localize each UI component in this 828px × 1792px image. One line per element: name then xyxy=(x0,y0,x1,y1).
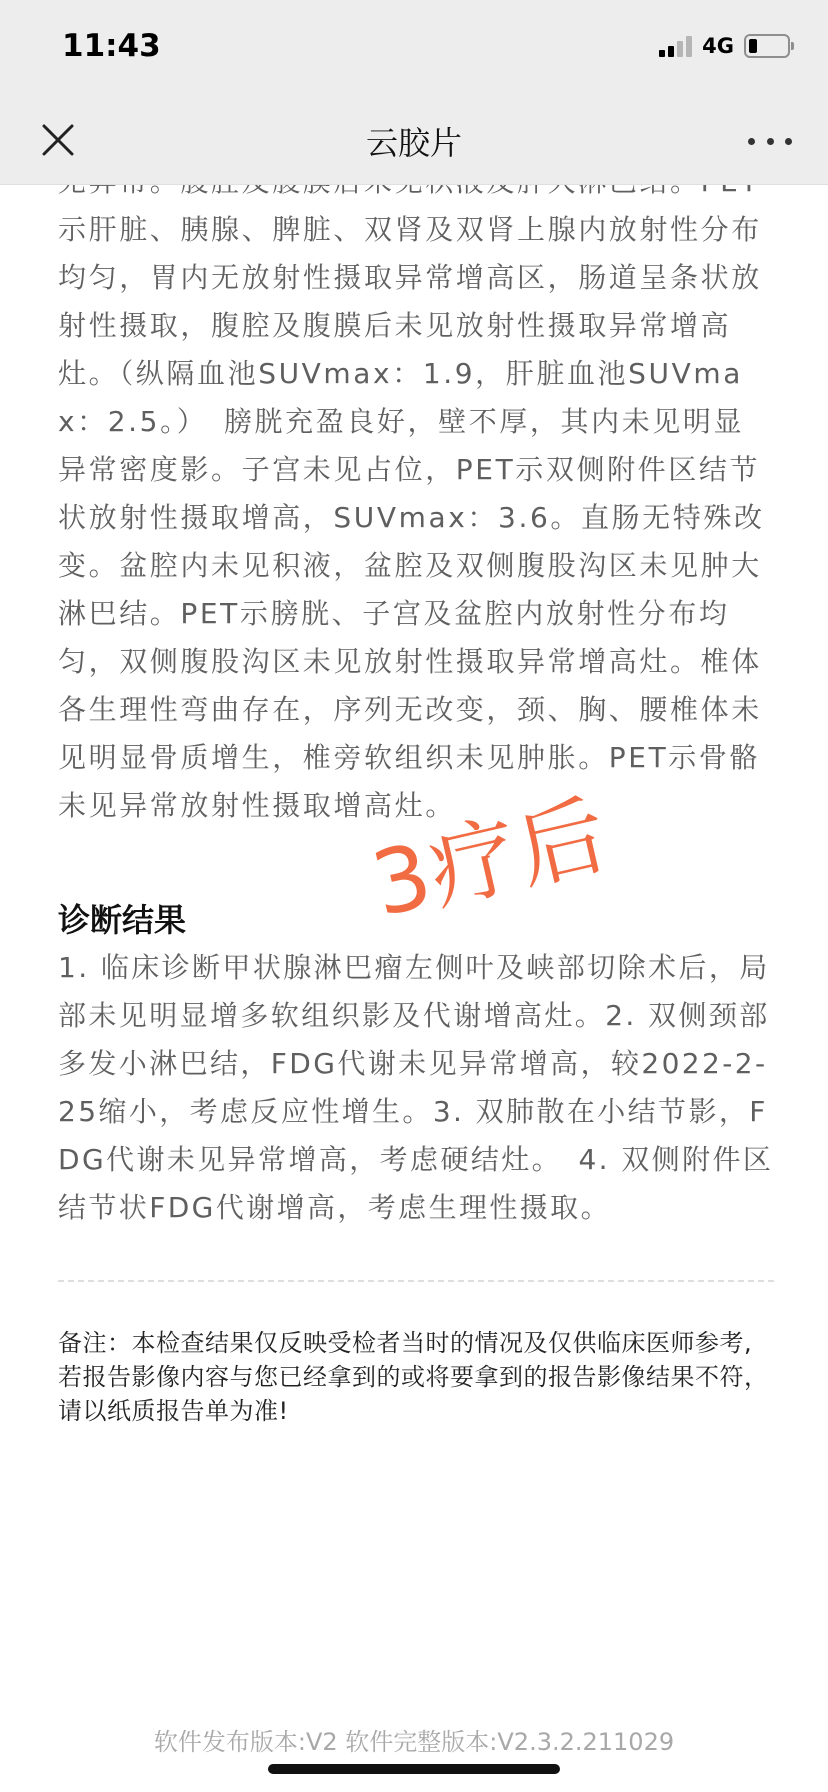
diagnosis-text: 1. 临床诊断甲状腺淋巴瘤左侧叶及峡部切除术后，局部未见明显增多软组织影及代谢增高灶。2. 双侧颈部多发小淋巴结，FDG代谢未见异常增高，较2022-2-25缩小，考虑反应性增生。3. 双肺散在小结节影，FDG代谢未见异常增高，考虑硬结灶。 4. 双侧附件区结节状FDG代谢增高，考虑生理性摄取。 xyxy=(58,951,774,1224)
network-label: 4G xyxy=(702,34,734,58)
more-button[interactable] xyxy=(748,126,792,156)
status-time: 11:43 xyxy=(62,28,161,64)
version-info: 软件发布版本:V2 软件完整版本:V2.3.2.211029 xyxy=(153,1728,675,1756)
home-indicator[interactable] xyxy=(268,1764,560,1774)
page-title: 云胶片 xyxy=(365,124,462,162)
battery-icon xyxy=(744,34,790,58)
remark-text: 备注：本检查结果仅反映受检者当时的情况及仅供临床医师参考,若报告影像内容与您已经拿到的或将要拿到的报告影像结果不符，请以纸质报告单为准! xyxy=(58,1329,769,1425)
signal-icon xyxy=(659,35,692,57)
close-button[interactable] xyxy=(38,120,78,160)
top-bar xyxy=(0,0,828,185)
status-indicators xyxy=(659,34,790,58)
handwritten-annotation: 3疗后 xyxy=(362,782,618,937)
diagnosis-title: 诊断结果 xyxy=(58,901,187,939)
divider xyxy=(58,1280,774,1282)
findings-text: 示肝脏、胰腺、脾脏、双肾及双肾上腺内放射性分布均匀，胃内无放射性摄取异常增高区，肠道呈条状放射性摄取，腹腔及腹膜后未见放射性摄取异常增高灶。（纵隔血池SUVmax：1.9，肝脏血池SUVmax：2.5。） 膀胱充盈良好，壁不厚，其内未见明显异常密度影。子宫未见占位，PET示双侧附件区结节状放射性摄取增高，SUVmax：3.6。直肠无特殊改变。盆腔内未见积液，盆腔及双侧腹股沟区未见肿大淋巴结。PET示膀胱、子宫及盆腔内放射性分布均匀，双侧腹股沟区未见放射性摄取异常增高灶。椎体各生理性弯曲存在，序列无改变，颈、胸、腰椎体未见明显骨质增生，椎旁软组织未见肿胀。PET示骨骼未见异常放射性摄取增高灶。 xyxy=(58,213,765,822)
close-icon xyxy=(38,120,78,160)
report-content xyxy=(58,158,774,1428)
more-icon xyxy=(748,138,755,145)
